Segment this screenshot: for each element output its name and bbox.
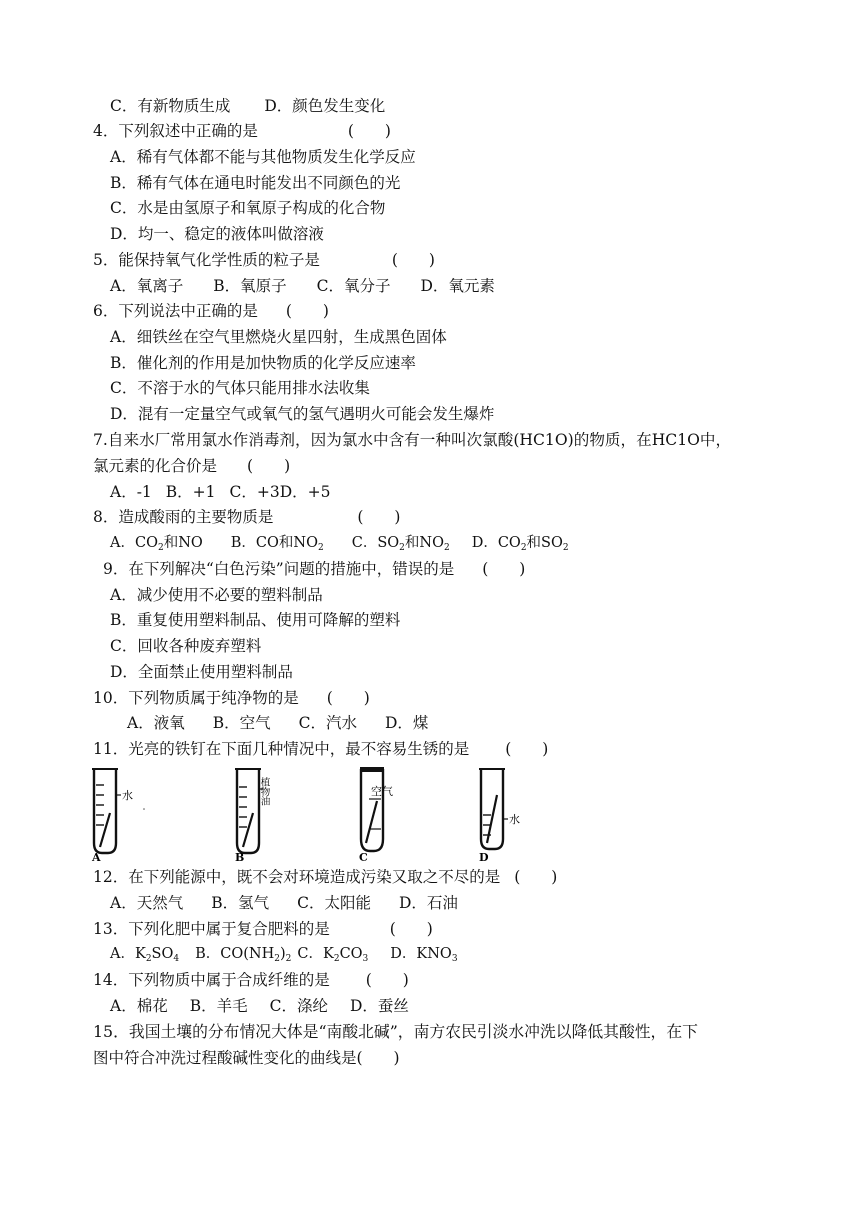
q5-option-a: A．氧离子 <box>110 277 184 295</box>
q7-option-a: A．-1 <box>110 483 152 501</box>
q12-option-a: A．天然气 <box>110 894 184 912</box>
q8-stem <box>93 506 400 528</box>
q13-option-b: B．$CO(NH_2)_2$ <box>195 946 292 964</box>
q8-stem-text: 8．造成酸雨的主要物质是 <box>93 508 274 526</box>
q8-options <box>110 532 569 554</box>
q13-option-c: C．$K_2CO_3$ <box>297 946 369 964</box>
q6-option-b: B．催化剂的作用是加快物质的化学反应速率 <box>110 354 416 372</box>
q4-option-d: D．均一、稳定的液体叫做溶液 <box>110 225 324 243</box>
q4-answer-paren: ( ) <box>347 122 391 140</box>
q5-stem <box>93 249 435 271</box>
q9-option-d: D．全面禁止使用塑料制品 <box>110 663 293 681</box>
q7-option-b: B．+1 <box>165 483 216 501</box>
q7-stem-line1: 7.自来水厂常用氯水作消毒剂，因为氯水中含有一种叫次氯酸(HC1O)的物质，在HC1O中， <box>93 431 732 449</box>
q15-stem-line2: 图中符合冲洗过程酸碱性变化的曲线是( ) <box>93 1049 400 1067</box>
q12-options <box>110 892 458 914</box>
test-tube-b <box>231 765 301 865</box>
q13-option-a: A．$K_2SO_4$ <box>110 946 180 964</box>
q10-answer-paren: ( ) <box>326 689 370 707</box>
q10-option-c: C．汽水 <box>298 714 357 732</box>
q8-option-a: A．$CO_2$和NO <box>110 535 203 553</box>
q6-stem-text: 6．下列说法中正确的是 <box>93 302 258 320</box>
tube-d-label: 水 <box>509 813 520 826</box>
q10-options <box>127 712 428 734</box>
q6-stem <box>93 300 329 322</box>
q7-stem-line2-text: 氯元素的化合价是 <box>93 457 218 475</box>
q10-option-a: A．液氧 <box>127 714 185 732</box>
q14-option-a: A．棉花 <box>110 997 168 1015</box>
q7-option-cd: C．+3D．+5 <box>229 483 331 501</box>
q7-answer-paren: ( ) <box>247 457 291 475</box>
q8-option-b: B．CO和$NO_2$ <box>230 535 324 553</box>
q6-option-d: D．混有一定量空气或氧气的氢气遇明火可能会发生爆炸 <box>110 405 495 423</box>
q15-stem-line1: 15．我国土壤的分布情况大体是“南酸北碱”，南方农民引淡水冲洗以降低其酸性，在下 <box>93 1022 698 1041</box>
tube-c-label: 空气 <box>371 785 393 798</box>
q4-stem-text: 4．下列叙述中正确的是 <box>93 122 258 140</box>
q9-option-b: B．重复使用塑料制品、使用可降解的塑料 <box>110 611 401 629</box>
test-tube-d <box>475 765 545 865</box>
test-tube-a <box>88 765 158 865</box>
q13-stem-text: 13．下列化肥中属于复合肥料的是 <box>93 920 330 938</box>
q14-option-d: D．蚕丝 <box>349 997 409 1015</box>
q12-option-d: D．石油 <box>398 894 458 912</box>
q7-stem-line2 <box>93 455 290 477</box>
q13-options <box>110 943 458 965</box>
tube-c-letter: C <box>359 851 368 864</box>
q4-option-c: C．水是由氢原子和氧原子构成的化合物 <box>110 199 386 217</box>
q3-options-cd <box>110 95 385 117</box>
q3-option-c: C．有新物质生成 <box>110 97 231 115</box>
q13-answer-paren: ( ) <box>389 920 433 938</box>
q5-option-d: D．氧元素 <box>420 277 495 295</box>
q13-stem <box>93 918 433 940</box>
q6-option-c: C．不溶于水的气体只能用排水法收集 <box>110 379 370 397</box>
q4-stem <box>93 120 391 142</box>
q14-option-b: B．羊毛 <box>189 997 248 1015</box>
q5-stem-text: 5．能保持氧气化学性质的粒子是 <box>93 251 320 269</box>
tube-b-label: 植物油 <box>258 777 270 806</box>
q11-stem-text: 11．光亮的铁钉在下面几种情况中，最不容易生锈的是 <box>93 740 470 758</box>
q10-stem <box>93 687 370 709</box>
tube-d-letter: D <box>479 851 489 864</box>
tube-b-letter: B <box>235 851 245 864</box>
q11-test-tube-figure <box>88 765 528 865</box>
q5-answer-paren: ( ) <box>391 251 435 269</box>
q4-option-b: B．稀有气体在通电时能发出不同颜色的光 <box>110 174 401 192</box>
q12-option-b: B．氢气 <box>211 894 270 912</box>
q10-option-d: D．煤 <box>384 714 429 732</box>
q9-answer-paren: ( ) <box>482 560 526 578</box>
q9-stem <box>103 558 525 580</box>
q3-option-d: D．颜色发生变化 <box>264 97 386 115</box>
q8-answer-paren: ( ) <box>357 508 401 526</box>
q7-options <box>110 481 331 503</box>
q12-stem-text: 12．在下列能源中，既不会对环境造成污染又取之不尽的是 <box>93 868 501 886</box>
q6-option-a: A．细铁丝在空气里燃烧火星四射，生成黑色固体 <box>110 328 447 346</box>
tube-a-label: 水 <box>122 789 133 802</box>
q12-answer-paren: ( ) <box>514 868 558 886</box>
q9-stem-text: 9．在下列解决“白色污染”问题的措施中，错误的是 <box>103 560 455 578</box>
q10-option-b: B．空气 <box>212 714 271 732</box>
q5-options <box>110 275 495 297</box>
q11-stem <box>93 738 548 760</box>
q8-option-d: D．$CO_2$和$SO_2$ <box>471 535 569 553</box>
q14-stem-text: 14．下列物质中属于合成纤维的是 <box>93 971 330 989</box>
q6-answer-paren: ( ) <box>285 302 329 320</box>
q13-option-d: D．$KNO_3$ <box>390 946 458 964</box>
q14-answer-paren: ( ) <box>365 971 409 989</box>
q12-stem <box>93 866 557 888</box>
q9-option-a: A．减少使用不必要的塑料制品 <box>110 586 323 604</box>
q14-stem <box>93 969 409 991</box>
q10-stem-text: 10．下列物质属于纯净物的是 <box>93 689 299 707</box>
q9-option-c: C．回收各种废弃塑料 <box>110 637 262 655</box>
q4-option-a: A．稀有气体都不能与其他物质发生化学反应 <box>110 148 416 166</box>
test-tube-c <box>355 765 425 865</box>
q11-answer-paren: ( ) <box>505 740 549 758</box>
q8-option-c: C．$SO_2$和$NO_2$ <box>351 535 450 553</box>
q5-option-b: B．氧原子 <box>213 277 287 295</box>
q5-option-c: C．氧分子 <box>316 277 391 295</box>
q12-option-c: C．太阳能 <box>297 894 371 912</box>
q14-option-c: C．涤纶 <box>269 997 328 1015</box>
tube-a-letter: A <box>92 851 101 864</box>
q14-options <box>110 995 409 1017</box>
